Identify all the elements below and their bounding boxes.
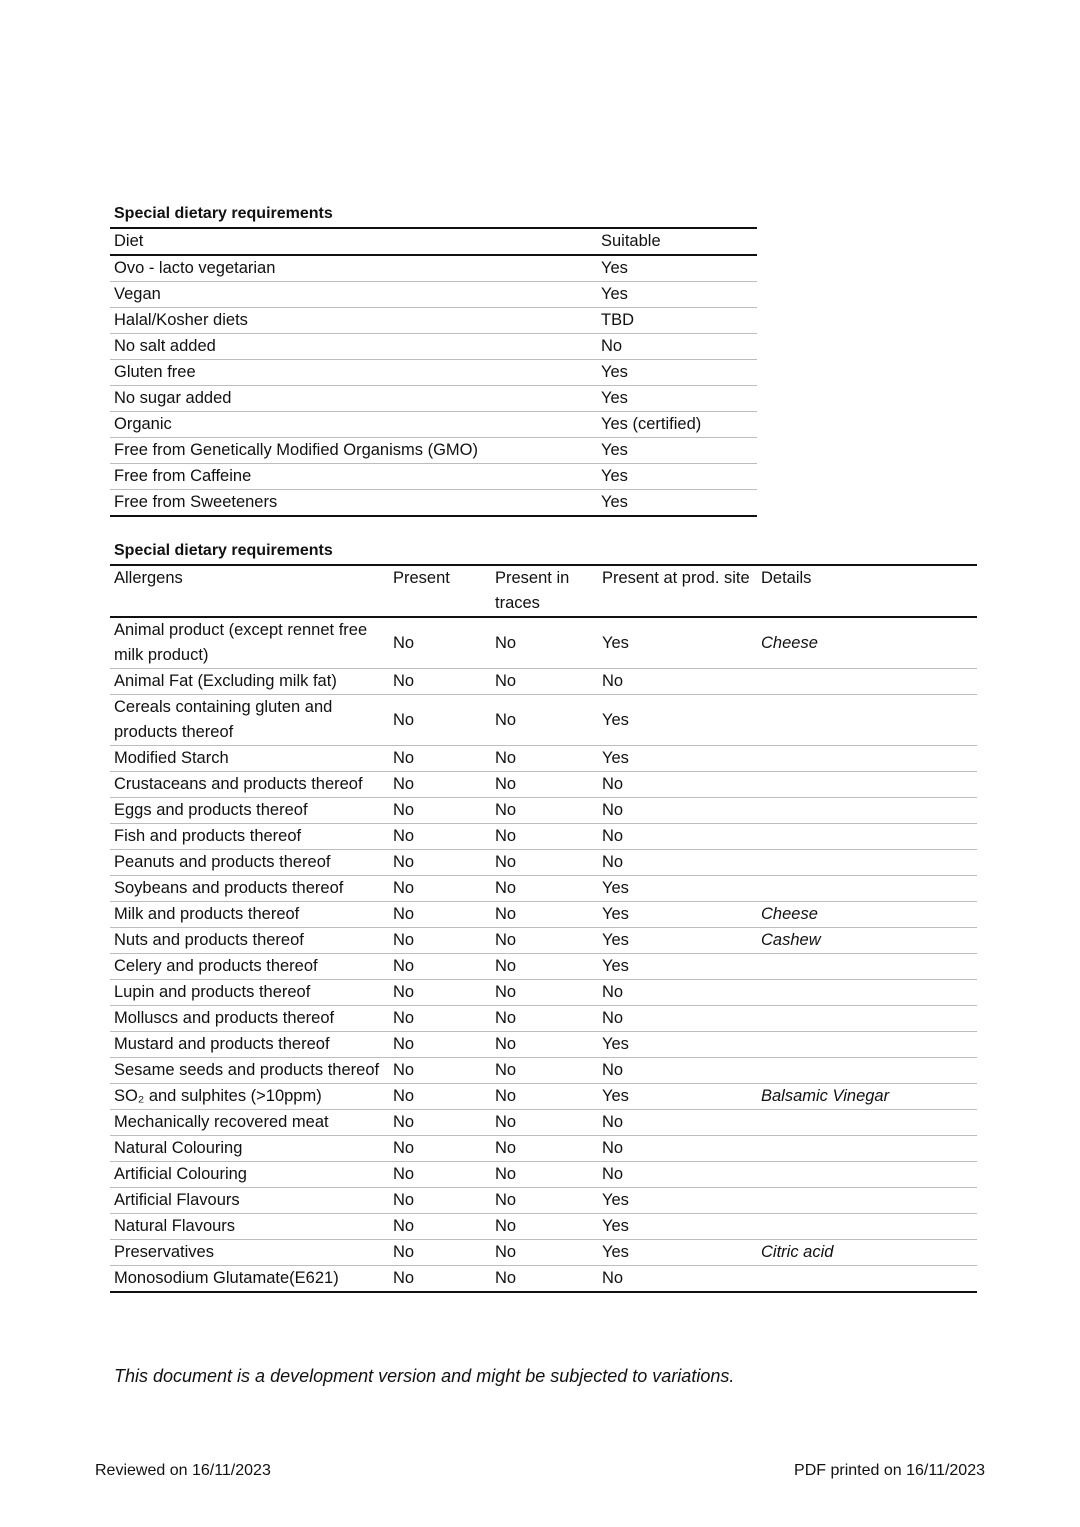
diet-name-cell: Free from Sweeteners bbox=[110, 490, 597, 517]
prod-site-cell: Yes bbox=[598, 928, 757, 954]
allergen-table bbox=[110, 564, 977, 1293]
prod-site-cell: Yes bbox=[598, 1214, 757, 1240]
traces-cell: No bbox=[491, 1084, 598, 1110]
present-cell: No bbox=[389, 669, 491, 695]
diet-name-cell: Ovo - lacto vegetarian bbox=[110, 255, 597, 282]
table-row bbox=[110, 334, 757, 360]
details-cell bbox=[757, 876, 977, 902]
prod-site-cell: Yes bbox=[598, 746, 757, 772]
present-cell: No bbox=[389, 1162, 491, 1188]
allergen-name-cell: Lupin and products thereof bbox=[110, 980, 389, 1006]
details-cell bbox=[757, 772, 977, 798]
diet-name-cell: Free from Caffeine bbox=[110, 464, 597, 490]
details-cell: Cashew bbox=[757, 928, 977, 954]
allergen-name-cell: Animal product (except rennet free milk product) bbox=[110, 617, 389, 669]
prod-site-cell: Yes bbox=[598, 695, 757, 746]
traces-cell: No bbox=[491, 980, 598, 1006]
details-cell bbox=[757, 669, 977, 695]
allergen-name-cell: Sesame seeds and products thereof bbox=[110, 1058, 389, 1084]
present-cell: No bbox=[389, 1032, 491, 1058]
traces-cell: No bbox=[491, 1136, 598, 1162]
details-cell bbox=[757, 1006, 977, 1032]
present-cell: No bbox=[389, 1266, 491, 1293]
diet-name-cell: No salt added bbox=[110, 334, 597, 360]
diet-suitable-cell: Yes bbox=[597, 464, 757, 490]
allergen-name-cell: SO₂ and sulphites (>10ppm) bbox=[110, 1084, 389, 1110]
diet-header-suitable: Suitable bbox=[597, 228, 757, 255]
details-cell bbox=[757, 798, 977, 824]
table-row bbox=[110, 954, 977, 980]
details-cell bbox=[757, 954, 977, 980]
prod-site-cell: No bbox=[598, 772, 757, 798]
traces-cell: No bbox=[491, 928, 598, 954]
present-cell: No bbox=[389, 1058, 491, 1084]
allergen-header-traces: Present in traces bbox=[491, 565, 598, 617]
present-cell: No bbox=[389, 1084, 491, 1110]
allergen-name-cell: Artificial Colouring bbox=[110, 1162, 389, 1188]
allergen-name-cell: Milk and products thereof bbox=[110, 902, 389, 928]
allergen-name-cell: Eggs and products thereof bbox=[110, 798, 389, 824]
allergen-header-details: Details bbox=[757, 565, 977, 617]
table-row bbox=[110, 1240, 977, 1266]
table-row bbox=[110, 876, 977, 902]
present-cell: No bbox=[389, 876, 491, 902]
allergen-header-prod-site: Present at prod. site bbox=[598, 565, 757, 617]
printed-date: PDF printed on 16/11/2023 bbox=[794, 1462, 985, 1479]
traces-cell: No bbox=[491, 1266, 598, 1293]
traces-cell: No bbox=[491, 772, 598, 798]
allergen-section-title: Special dietary requirements bbox=[114, 542, 333, 559]
traces-cell: No bbox=[491, 669, 598, 695]
traces-cell: No bbox=[491, 798, 598, 824]
traces-cell: No bbox=[491, 695, 598, 746]
details-cell bbox=[757, 695, 977, 746]
prod-site-cell: Yes bbox=[598, 617, 757, 669]
allergen-name-cell: Animal Fat (Excluding milk fat) bbox=[110, 669, 389, 695]
present-cell: No bbox=[389, 1006, 491, 1032]
allergen-name-cell: Celery and products thereof bbox=[110, 954, 389, 980]
prod-site-cell: No bbox=[598, 824, 757, 850]
table-row bbox=[110, 282, 757, 308]
details-cell bbox=[757, 1266, 977, 1293]
present-cell: No bbox=[389, 850, 491, 876]
traces-cell: No bbox=[491, 902, 598, 928]
present-cell: No bbox=[389, 928, 491, 954]
details-cell bbox=[757, 850, 977, 876]
table-row bbox=[110, 902, 977, 928]
table-row bbox=[110, 928, 977, 954]
table-row bbox=[110, 695, 977, 746]
table-row bbox=[110, 1058, 977, 1084]
traces-cell: No bbox=[491, 876, 598, 902]
table-row bbox=[110, 1266, 977, 1293]
allergen-header-allergens: Allergens bbox=[110, 565, 389, 617]
table-row bbox=[110, 386, 757, 412]
diet-suitable-cell: Yes (certified) bbox=[597, 412, 757, 438]
present-cell: No bbox=[389, 798, 491, 824]
diet-suitable-cell: Yes bbox=[597, 490, 757, 517]
prod-site-cell: Yes bbox=[598, 1240, 757, 1266]
table-row bbox=[110, 1136, 977, 1162]
traces-cell: No bbox=[491, 1032, 598, 1058]
details-cell: Balsamic Vinegar bbox=[757, 1084, 977, 1110]
allergen-name-cell: Monosodium Glutamate(E621) bbox=[110, 1266, 389, 1293]
diet-section-title: Special dietary requirements bbox=[114, 205, 333, 222]
reviewed-date: Reviewed on 16/11/2023 bbox=[95, 1462, 271, 1479]
present-cell: No bbox=[389, 772, 491, 798]
allergen-name-cell: Preservatives bbox=[110, 1240, 389, 1266]
details-cell bbox=[757, 746, 977, 772]
details-cell bbox=[757, 1188, 977, 1214]
table-row bbox=[110, 824, 977, 850]
details-cell: Cheese bbox=[757, 902, 977, 928]
diet-table-header bbox=[110, 228, 757, 255]
prod-site-cell: Yes bbox=[598, 876, 757, 902]
traces-cell: No bbox=[491, 1214, 598, 1240]
present-cell: No bbox=[389, 902, 491, 928]
diet-name-cell: No sugar added bbox=[110, 386, 597, 412]
prod-site-cell: No bbox=[598, 850, 757, 876]
table-row bbox=[110, 1188, 977, 1214]
table-row bbox=[110, 1162, 977, 1188]
present-cell: No bbox=[389, 1110, 491, 1136]
allergen-name-cell: Modified Starch bbox=[110, 746, 389, 772]
diet-header-diet: Diet bbox=[110, 228, 597, 255]
traces-cell: No bbox=[491, 1006, 598, 1032]
table-row bbox=[110, 464, 757, 490]
present-cell: No bbox=[389, 1240, 491, 1266]
traces-cell: No bbox=[491, 850, 598, 876]
prod-site-cell: Yes bbox=[598, 1084, 757, 1110]
traces-cell: No bbox=[491, 1058, 598, 1084]
prod-site-cell: No bbox=[598, 1110, 757, 1136]
table-row bbox=[110, 746, 977, 772]
diet-name-cell: Vegan bbox=[110, 282, 597, 308]
table-row bbox=[110, 1214, 977, 1240]
prod-site-cell: Yes bbox=[598, 902, 757, 928]
diet-table bbox=[110, 227, 757, 517]
present-cell: No bbox=[389, 695, 491, 746]
present-cell: No bbox=[389, 746, 491, 772]
allergen-name-cell: Natural Colouring bbox=[110, 1136, 389, 1162]
details-cell bbox=[757, 1058, 977, 1084]
allergen-name-cell: Crustaceans and products thereof bbox=[110, 772, 389, 798]
table-row bbox=[110, 850, 977, 876]
present-cell: No bbox=[389, 1136, 491, 1162]
details-cell: Citric acid bbox=[757, 1240, 977, 1266]
allergen-name-cell: Nuts and products thereof bbox=[110, 928, 389, 954]
details-cell bbox=[757, 1032, 977, 1058]
table-row bbox=[110, 438, 757, 464]
details-cell bbox=[757, 1136, 977, 1162]
details-cell bbox=[757, 1162, 977, 1188]
present-cell: No bbox=[389, 980, 491, 1006]
prod-site-cell: Yes bbox=[598, 1032, 757, 1058]
table-row bbox=[110, 308, 757, 334]
diet-name-cell: Organic bbox=[110, 412, 597, 438]
diet-name-cell: Free from Genetically Modified Organisms (GMO) bbox=[110, 438, 597, 464]
table-row bbox=[110, 798, 977, 824]
table-row bbox=[110, 1006, 977, 1032]
present-cell: No bbox=[389, 1188, 491, 1214]
prod-site-cell: No bbox=[598, 1266, 757, 1293]
table-row bbox=[110, 669, 977, 695]
prod-site-cell: Yes bbox=[598, 954, 757, 980]
allergen-header-present: Present bbox=[389, 565, 491, 617]
diet-suitable-cell: Yes bbox=[597, 255, 757, 282]
present-cell: No bbox=[389, 954, 491, 980]
allergen-name-cell: Peanuts and products thereof bbox=[110, 850, 389, 876]
prod-site-cell: No bbox=[598, 1058, 757, 1084]
diet-suitable-cell: TBD bbox=[597, 308, 757, 334]
diet-suitable-cell: No bbox=[597, 334, 757, 360]
allergen-name-cell: Molluscs and products thereof bbox=[110, 1006, 389, 1032]
traces-cell: No bbox=[491, 1240, 598, 1266]
prod-site-cell: No bbox=[598, 798, 757, 824]
prod-site-cell: No bbox=[598, 1162, 757, 1188]
traces-cell: No bbox=[491, 617, 598, 669]
table-row bbox=[110, 1084, 977, 1110]
allergen-table-header bbox=[110, 565, 977, 617]
details-cell bbox=[757, 1110, 977, 1136]
prod-site-cell: No bbox=[598, 669, 757, 695]
table-row bbox=[110, 772, 977, 798]
table-row bbox=[110, 980, 977, 1006]
present-cell: No bbox=[389, 617, 491, 669]
allergen-name-cell: Mechanically recovered meat bbox=[110, 1110, 389, 1136]
present-cell: No bbox=[389, 824, 491, 850]
diet-suitable-cell: Yes bbox=[597, 438, 757, 464]
allergen-name-cell: Natural Flavours bbox=[110, 1214, 389, 1240]
traces-cell: No bbox=[491, 954, 598, 980]
traces-cell: No bbox=[491, 1162, 598, 1188]
table-row bbox=[110, 1032, 977, 1058]
details-cell bbox=[757, 824, 977, 850]
traces-cell: No bbox=[491, 824, 598, 850]
prod-site-cell: Yes bbox=[598, 1188, 757, 1214]
details-cell: Cheese bbox=[757, 617, 977, 669]
present-cell: No bbox=[389, 1214, 491, 1240]
diet-suitable-cell: Yes bbox=[597, 386, 757, 412]
prod-site-cell: No bbox=[598, 1136, 757, 1162]
details-cell bbox=[757, 1214, 977, 1240]
table-row bbox=[110, 617, 977, 669]
table-row bbox=[110, 360, 757, 386]
allergen-name-cell: Soybeans and products thereof bbox=[110, 876, 389, 902]
table-row bbox=[110, 490, 757, 517]
prod-site-cell: No bbox=[598, 980, 757, 1006]
prod-site-cell: No bbox=[598, 1006, 757, 1032]
allergen-name-cell: Cereals containing gluten and products thereof bbox=[110, 695, 389, 746]
diet-name-cell: Gluten free bbox=[110, 360, 597, 386]
diet-suitable-cell: Yes bbox=[597, 282, 757, 308]
diet-suitable-cell: Yes bbox=[597, 360, 757, 386]
allergen-name-cell: Mustard and products thereof bbox=[110, 1032, 389, 1058]
traces-cell: No bbox=[491, 1110, 598, 1136]
traces-cell: No bbox=[491, 1188, 598, 1214]
development-note: This document is a development version and might be subjected to variations. bbox=[114, 1366, 735, 1386]
details-cell bbox=[757, 980, 977, 1006]
diet-name-cell: Halal/Kosher diets bbox=[110, 308, 597, 334]
table-row bbox=[110, 255, 757, 282]
traces-cell: No bbox=[491, 746, 598, 772]
table-row bbox=[110, 1110, 977, 1136]
table-row bbox=[110, 412, 757, 438]
allergen-name-cell: Artificial Flavours bbox=[110, 1188, 389, 1214]
allergen-name-cell: Fish and products thereof bbox=[110, 824, 389, 850]
